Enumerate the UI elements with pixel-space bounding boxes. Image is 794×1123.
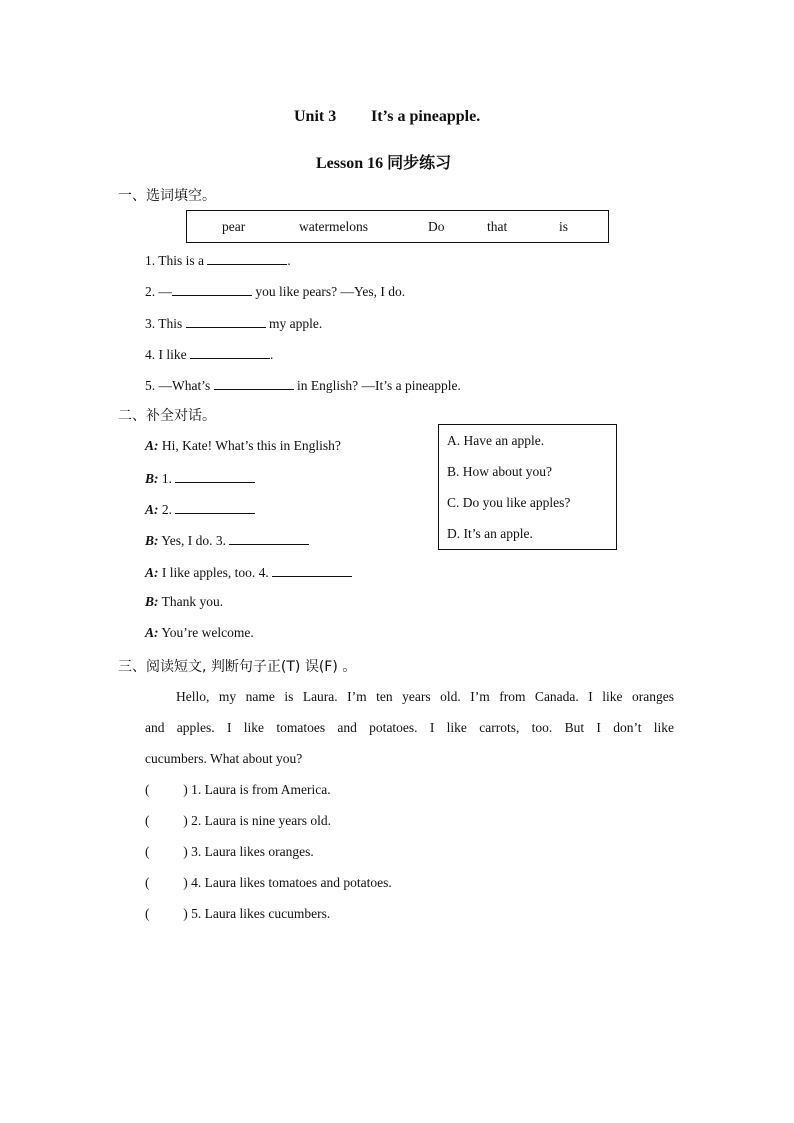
word-bank-box (186, 210, 609, 243)
option-item: C. Do you like apples? (447, 495, 571, 510)
answer-blank[interactable] (229, 531, 309, 545)
word-bank-item: Do (428, 219, 445, 234)
section3-heading: 三、阅读短文, 判断句子正(T) 误(F) 。 (118, 659, 357, 675)
answer-blank[interactable] (175, 500, 255, 514)
options-box (438, 424, 617, 550)
judgement-item: ( ) 2. Laura is nine years old. (145, 813, 331, 828)
judgement-item: ( ) 4. Laura likes tomatoes and potatoes. (145, 875, 392, 890)
answer-paren[interactable]: ( ) (145, 844, 188, 859)
passage-line: Hello, my name is Laura. I’m ten years old. I’m from Canada. I like oranges (176, 689, 674, 704)
dialogue-line: A: You’re welcome. (145, 625, 254, 640)
speaker-label: B: (145, 471, 159, 486)
fill-item: 5. —What’s in English? —It’s a pineapple. (145, 378, 461, 393)
answer-paren[interactable]: ( ) (145, 813, 188, 828)
answer-blank[interactable] (186, 314, 266, 328)
section2-heading: 二、补全对话。 (118, 408, 216, 424)
unit-title: It’s a pineapple. (371, 108, 481, 125)
lesson-title: Lesson 16 同步练习 (316, 155, 452, 172)
word-bank-item: that (487, 219, 508, 234)
word-bank-item: pear (222, 219, 246, 234)
dialogue-line: A: I like apples, too. 4. (145, 563, 352, 581)
fill-item: 1. This is a . (145, 253, 291, 268)
answer-blank[interactable] (207, 251, 287, 265)
word-bank-item: watermelons (299, 219, 368, 234)
word-bank-item: is (559, 219, 569, 234)
reading-passage (145, 681, 674, 774)
dialogue-line: A: 2. (145, 500, 255, 518)
answer-blank[interactable] (190, 345, 270, 359)
passage-line: and apples. I like tomatoes and potatoes. I like carrots, too. But I don’t like (145, 720, 674, 735)
judgement-item: ( ) 1. Laura is from America. (145, 782, 331, 797)
answer-paren[interactable]: ( ) (145, 782, 188, 797)
answer-paren[interactable]: ( ) (145, 875, 188, 890)
fill-item: 2. — you like pears? —Yes, I do. (145, 284, 406, 299)
answer-blank[interactable] (175, 469, 255, 483)
answer-blank[interactable] (272, 563, 352, 577)
passage-line: cucumbers. What about you? (145, 751, 303, 766)
option-item: D. It’s an apple. (447, 526, 533, 541)
speaker-label: A: (145, 438, 159, 453)
dialogue-line: A: Hi, Kate! What’s this in English? (145, 438, 341, 453)
unit-label: Unit 3 (294, 108, 337, 125)
fill-item: 4. I like . (145, 347, 274, 362)
speaker-label: A: (145, 625, 159, 640)
answer-blank[interactable] (214, 376, 294, 390)
section1-heading: 一、选词填空。 (118, 188, 216, 204)
judgement-item: ( ) 3. Laura likes oranges. (145, 844, 314, 859)
dialogue-line: B: Thank you. (145, 594, 224, 609)
dialogue-line: B: 1. (145, 469, 255, 487)
speaker-label: B: (145, 594, 159, 609)
option-item: B. How about you? (447, 464, 552, 479)
answer-paren[interactable]: ( ) (145, 906, 188, 921)
option-item: A. Have an apple. (447, 433, 545, 448)
fill-item: 3. This my apple. (145, 316, 323, 331)
answer-blank[interactable] (172, 282, 252, 296)
speaker-label: B: (145, 533, 159, 548)
judgement-item: ( ) 5. Laura likes cucumbers. (145, 906, 331, 921)
dialogue-line: B: Yes, I do. 3. (145, 531, 309, 549)
speaker-label: A: (145, 502, 159, 517)
speaker-label: A: (145, 565, 159, 580)
